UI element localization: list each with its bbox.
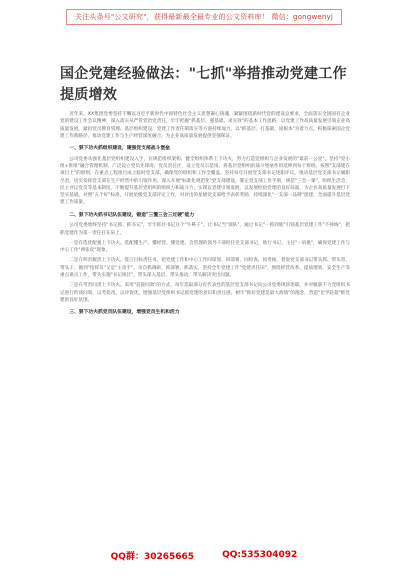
section-2-point-1: 一是在选优配强上下功夫。选配懂生产、懂经营、懂党建、会管理的领导干部担任党支部书记，推行书记、主任"一肩挑"，确保党建工作与中心工作"两张皮"现象。 [60, 240, 350, 254]
section-2-point-2: 二是在明责履责上下功夫。签订目标责任书，把党建工作和中心工作同谋划、同部署、同检查、同考核，督促党支部书记带头抓、带头管、带头干，做到"指挥员"又是"主攻手"。亲自抓调研、抓部署、抓落实，坚持全年党建工作"党建责任田"，围绕经营改革、提质增效、安全生产等重点难点工作，带头实施"书记项目"，带头深入基层、带头推动，带头解决突出问题。 [60, 258, 350, 279]
section-2-heading: 二、狠下功夫抓书记队伍建设，锻造"三懂三会三过硬"能力 [69, 212, 195, 218]
section-1-paragraph: 公司党委从强化基层党组织建设入手，在规范组织架构、健全组织体系上下功夫，努力打造党组织与企业发展的"最前一公里"。坚持"党小组+班组"融合管理机制，广泛设立党员先锋岗、党员责任区，设立党员示范岗，将基层党组织的战斗堡垒作用延伸到每个班组。按照"支部建在项目上"的原则，在重点工程项目成立临时党支部，确保党的组织和工作全覆盖。坚持每年开展党支部书记述职评议，推动基层党支部书记履职尽责，切实发挥党支部在生产经营中的引领作用。深入开展"标准化规范化"党支部建设，制定党支部工作手册，规范"三会一课"、组织生活会、民主评议党员等基本制度，不断提升基层党组织的组织力和战斗力，实现以党建引领发展、以发展检验党建的良好局面，为企业高质量发展打下坚实基础。对照"五个好"标准，开展星级党支部评定工作，对评出的星级党支部给予表彰奖励，持续深化"一支部一品牌"创建，全面提升基层党建工作质量。 [60, 156, 350, 206]
contact-footer [0, 545, 408, 565]
section-2-paragraph: 公司党委始终坚持"书记抓、抓书记"，牢牢抓住书记这个"牛鼻子"，让书记当"领队"，通过书记"一抓到底"引领基层党建工作"不掉线"，把抓党建作为第一责任扛在肩上。 [60, 223, 350, 236]
qq-group-text: QQ群：30265665 [110, 551, 195, 562]
section-2-point-3: 三是在考责问责上下功夫。采用"直接问效"的方式，每年选取部分有代表性的基层党支部书记向公司党委现场述职，并对履职不力党组织书记进行约谈问效，以考促改、以评促优，增强基层党组织书记抓党建的意识和责任感，树牢"抓好党建是最大政绩"的理念，营造"比学赶超"抓党建的良好氛围。 [60, 283, 350, 303]
promo-banner-text: 关注头条号"公文研究"，获得最新最全最专业的公文资料库！ 微信：gongwenyj [66, 9, 342, 25]
qq-text: QQ:535304092 [222, 550, 298, 560]
document-page [60, 50, 350, 317]
section-3-heading: 三、狠下功夫抓党员队伍建设，增强党员生机和活力 [69, 310, 180, 316]
intro-paragraph: 近年来，XX集团党委坚持不懈以习近平新时代中国特色社会主义思想凝心铸魂，紧紧围绕新时代党的建设总要求，全面落实全国国有企业党的建设工作会议精神，深入落实从严管党治党责任，牢牢把握"抓基层、强基础、求实效"的基本工作思路，以党建工作高质量发展引领企业高质量发展，紧扣党员教育管理、基层组织建设、党建工作责任制落实等方面持续加力，以"抓基层、打基础、固根本"为着力点，积极探索国企党建工作新路径，推动党建工作与生产经营深度融合，为企业高质量发展提供坚强保证。 [60, 112, 350, 139]
section-1-heading: 一、狠下功夫抓组织建设，建强党支部战斗堡垒 [69, 146, 170, 152]
document-title: 国企党建经验做法："七抓"举措推动党建工作提质增效 [60, 66, 347, 103]
promo-banner [0, 0, 408, 34]
